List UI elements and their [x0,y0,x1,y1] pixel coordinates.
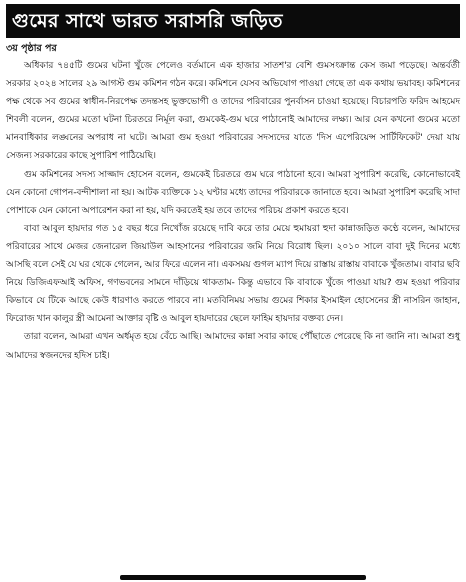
headline: গুমের সাথে ভারত সরাসরি জড়িত [6,4,460,38]
paragraph-4: তারা বলেন, আমরা এখন অর্ধমৃত হয়ে বেঁচে আছি। আমাদের কান্না সবার কাছে পৌঁছাতে পেরেছে কি না জানি না। আমরা শুধু আমাদের স্বজনদের হদিস চাই। [6,331,460,361]
continuation-note: ৩য় পৃষ্ঠার পর [6,43,57,54]
paragraph-1: অধিকার ৭৪৫টি গুমের ঘটনা খুঁজে পেলেও বর্তমানে এক হাজার সাতশ'র বেশি গুমসংক্রান্ত কেস জমা পড়েছে। অন্তর্বর্তী সরকার ২০২৪ সালের ২৯ আগস্ট গুম কমিশন গঠন করে। কমিশনে যেসব অভিযোগ পাওয়া গেছে তা এক কথায় ভয়াবহ। কমিশনের পক্ষ থেকে সব গুমের স্বাধীন-নিরপেক্ষ তদন্তসহ ভুক্তভোগী ও তাদের পরিবারের পুনর্বাসন চাওয়া হয়েছে। বিচারপতি ফরিদ আহমেদ শিবলী বলেন, গুমের মতো ঘটনা চিরতরে নির্মূল করা, গুমকেই-গুম ঘরে পাঠানোই আমাদের লক্ষ্য। আর যেন কখনো গুমের মতো মানবাধিকার লঙ্ঘনের অপরাধ না ঘটে। আমরা গুম হওয়া পরিবারের সদস্যদের যাতে 'দিস এপেরিয়েন্স সার্টিফিকেট' দেয়া যায় সেজন্য সরকারের কাছে সুপারিশ পাঠিয়েছি। [6,60,460,162]
bottom-divider [120,575,366,580]
paragraph-3: বাবা আবুল হায়দার গত ১৫ বছর ধরে নিখোঁজ রয়েছে দাবি করে তার মেয়ে হুমায়রা হুদা কান্নাজড়িত কণ্ঠে বলেন, আমাদের পরিবারের সাথে মেজর জেনারেল জিয়াউল আহসানের পরিবারের জমি নিয়ে বিরোধ ছিল। ২০১০ সালে বাবা দুই দিনের মধ্যে আসছি বলে সেই যে ঘর থেকে গেলেন, আর ফিরে এলেন না। একসময় গুগল ম্যাপ দিয়ে রাস্তায় রাস্তায় বাবাকে খুঁজতাম। বাবার ছবি নিয়ে ডিজিএফআই অফিস, গণভবনের সামনে দাঁড়িয়ে থাকতাম- কিন্তু এভাবে কি বাবাকে খুঁজে পাওয়া যায়? গুম হওয়া পরিবার কিভাবে যে টিকে আছে কেউ ধারণাও করতে পারবে না। মতবিনিময় সভায় গুমের শিকার ইসমাইল হোসেনের স্ত্রী নাসরিন জাহান, ফিরোজ খান কালুর স্ত্রী আমেনা আক্তার বৃষ্টি ও আবুল হায়দারের ছেলে ফাহিম হায়দার বক্তব্য দেন। [6,222,460,325]
article-body [6,57,460,365]
paragraph-2: গুম কমিশনের সদস্য সাজ্জাদ হোসেন বলেন, গুমকেই চিরতরে গুম ঘরে পাঠানো হবে। আমরা সুপারিশ করেছি, কোনোভাবেই যেন কোনো গোপন-বন্দীশালা না হয়। আটক ব্যক্তিকে ১২ ঘণ্টার মধ্যে তাদের পরিবারকে জানাতে হবে। আমরা সুপারিশ করেছি সাদা পোশাকে যেন কোনো অপারেশন করা না হয়, যদি করতেই হয় তবে তাদের পরিচয় প্রকাশ করতে হবে। [6,168,460,216]
